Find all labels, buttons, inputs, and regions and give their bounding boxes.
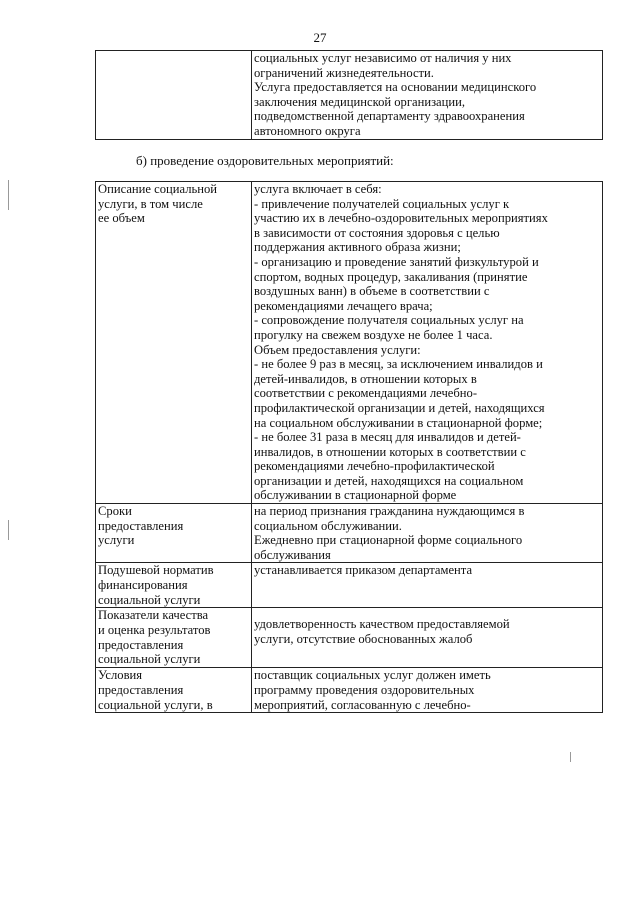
row-label [96, 182, 252, 504]
row-label [96, 504, 252, 563]
row-label [96, 668, 252, 713]
label-line: и оценка результатов [98, 623, 211, 638]
label-line: ее объем [98, 211, 145, 226]
row-value [252, 504, 603, 563]
text-line: Услуга предоставляется на основании медицинского [254, 80, 537, 95]
value-line: участию их в лечебно-оздоровительных мероприятиях [254, 211, 548, 226]
label-line: Описание социальной [98, 182, 217, 196]
label-line: социальной услуги [98, 592, 201, 607]
row-value [252, 563, 603, 608]
value-line: - сопровождение получателя социальных услуг на [254, 313, 524, 328]
text-line: ограничений жизнедеятельности. [254, 65, 434, 80]
label-line: предоставления [98, 637, 184, 652]
table-row [96, 51, 603, 140]
continuation-table [95, 50, 603, 140]
label-line: Сроки [98, 504, 132, 519]
table-row [96, 563, 603, 608]
row-label [96, 608, 252, 668]
text-line: подведомственной департаменту здравоохранения [254, 109, 525, 124]
label-line: финансирования [98, 578, 188, 593]
label-line: Условия [98, 668, 143, 683]
value-line: соответствии с рекомендациями лечебно- [254, 386, 478, 401]
label-line: Показатели качества [98, 608, 209, 623]
value-line: - не более 9 раз в месяц, за исключением инвалидов и [254, 357, 543, 372]
label-line: Подушевой норматив [98, 563, 214, 578]
value-line: в зависимости от состояния здоровья с целью [254, 225, 500, 240]
value-line: рекомендациями лечебно-профилактической [254, 459, 495, 474]
value-line: программу проведения оздоровительных [254, 683, 475, 698]
text-line: заключения медицинской организации, [254, 94, 466, 109]
row-value [252, 182, 603, 504]
label-line: услуги [98, 533, 135, 548]
value-line: поставщик социальных услуг должен иметь [254, 668, 491, 683]
value-line: детей-инвалидов, в отношении которых в [254, 371, 477, 386]
table-row [96, 504, 603, 563]
section-heading: б) проведение оздоровительных мероприятий: [136, 153, 394, 168]
value-line: на период признания гражданина нуждающимся в [254, 504, 525, 519]
table-row [96, 668, 603, 713]
value-line: мероприятий, согласованную с лечебно- [254, 697, 471, 712]
value-line: удовлетворенность качеством предоставляемой [254, 617, 510, 632]
value-line: прогулку на свежем воздухе не более 1 часа. [254, 327, 493, 342]
value-line: организации и детей, находящихся на социальном [254, 473, 524, 488]
table-row [96, 182, 603, 504]
value-line: устанавливается приказом департамента [254, 563, 473, 578]
label-line: предоставления [98, 518, 184, 533]
row-value [252, 608, 603, 668]
label-line: социальной услуги, в [98, 697, 213, 712]
label-line: предоставления [98, 683, 184, 698]
value-line: социальном обслуживании. [254, 518, 402, 533]
service-table [95, 181, 603, 713]
scan-margin-mark [570, 752, 571, 762]
right-cell [252, 51, 603, 140]
value-line: поддержания активного образа жизни; [254, 240, 461, 255]
value-line: Объем предоставления услуги: [254, 342, 421, 357]
value-line: - не более 31 раза в месяц для инвалидов и детей- [254, 430, 521, 445]
value-line: обслуживании в стационарной форме [254, 488, 457, 503]
value-line: на социальном обслуживании в стационарной форме; [254, 415, 543, 430]
value-line: профилактической организации и детей, находящихся [254, 400, 545, 415]
row-label [96, 563, 252, 608]
label-line: социальной услуги [98, 652, 201, 667]
value-line: рекомендациями лечащего врача; [254, 298, 433, 313]
label-line: услуги, в том числе [98, 196, 203, 211]
scan-margin-mark [8, 520, 9, 540]
text-line: автономного округа [254, 123, 361, 138]
page-number: 27 [313, 30, 327, 45]
value-line: - организацию и проведение занятий физкультурой и [254, 254, 539, 269]
text-line: социальных услуг независимо от наличия у них [254, 51, 512, 65]
value-line: инвалидов, в отношении которых в соответствии с [254, 444, 526, 459]
value-line: обслуживания [254, 547, 331, 562]
value-line: - привлечение получателей социальных услуг к [254, 196, 510, 211]
value-line: услуга включает в себя: [254, 182, 382, 196]
value-line: услуги, отсутствие обоснованных жалоб [254, 632, 473, 647]
scan-margin-mark [8, 180, 9, 210]
table-row [96, 608, 603, 668]
row-value [252, 668, 603, 713]
value-line: Ежедневно при стационарной форме социального [254, 533, 523, 548]
left-cell [96, 51, 252, 140]
value-line: воздушных ванн) в объеме в соответствии с [254, 284, 490, 299]
value-line: спортом, водных процедур, закаливания (принятие [254, 269, 528, 284]
